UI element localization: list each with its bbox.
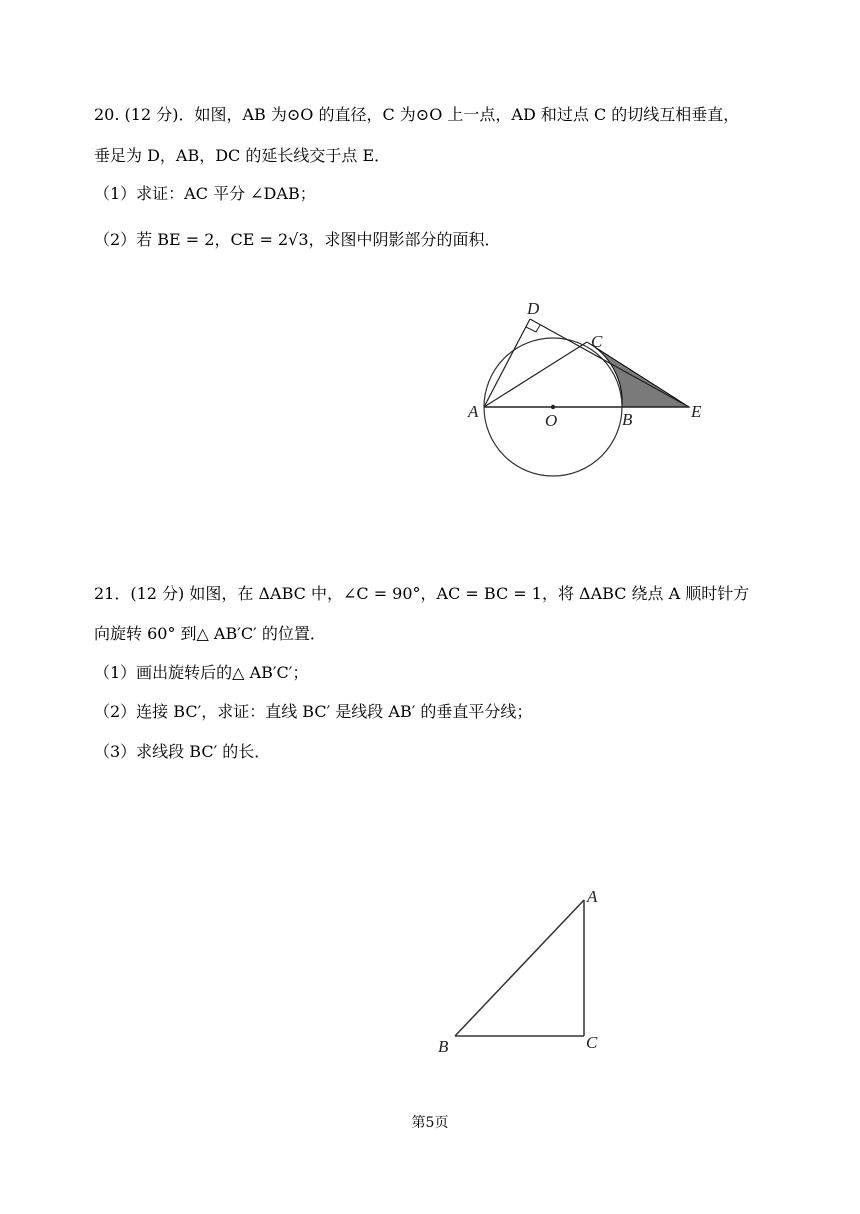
circle-tangent-diagram <box>460 292 720 492</box>
label-b: B <box>438 1037 449 1056</box>
segment-ab <box>455 900 584 1036</box>
label-a: A <box>468 402 479 421</box>
q21-part3: （3）求线段 BC′ 的长． <box>94 742 271 761</box>
center-point <box>551 405 555 409</box>
q21-figure <box>430 880 610 1060</box>
right-triangle-diagram <box>430 880 610 1060</box>
label-c: C <box>586 1033 598 1052</box>
q20-part2: （2）若 BE = 2，CE = 2√3，求图中阴影部分的面积． <box>94 230 501 249</box>
label-a: A <box>587 887 598 906</box>
right-angle-mark <box>526 325 540 332</box>
q21-part2: （2）连接 BC′，求证：直线 BC′ 是线段 AB′ 的垂直平分线； <box>94 702 533 721</box>
q20-stem-line1: 20. (12 分)．如图，AB 为⊙O 的直径，C 为⊙O 上一点，AD 和过点 C 的切线互相垂直， <box>94 105 740 124</box>
label-o: O <box>545 411 558 430</box>
q20-stem-line2: 垂足为 D，AB，DC 的延长线交于点 E． <box>94 146 391 165</box>
q21-stem-line1: 21．(12 分) 如图，在 ΔABC 中，∠C = 90°，AC = BC = 1，将 ΔABC 绕点 A 顺时针方 <box>94 584 750 603</box>
label-d: D <box>527 299 540 318</box>
q20-part1: （1）求证：AC 平分 ∠DAB； <box>94 184 316 203</box>
segment-ac <box>484 342 587 407</box>
q21-part1: （1）画出旋转后的△ AB′C′； <box>94 663 309 682</box>
segment-ad <box>484 319 530 407</box>
q20-figure <box>460 292 720 492</box>
label-c: C <box>591 332 603 351</box>
label-e: E <box>691 402 702 421</box>
q21-stem-line2: 向旋转 60° 到△ AB′C′ 的位置． <box>94 624 326 643</box>
shaded-region <box>587 342 689 407</box>
page-number: 第5页 <box>411 1115 449 1131</box>
label-b: B <box>622 410 633 429</box>
